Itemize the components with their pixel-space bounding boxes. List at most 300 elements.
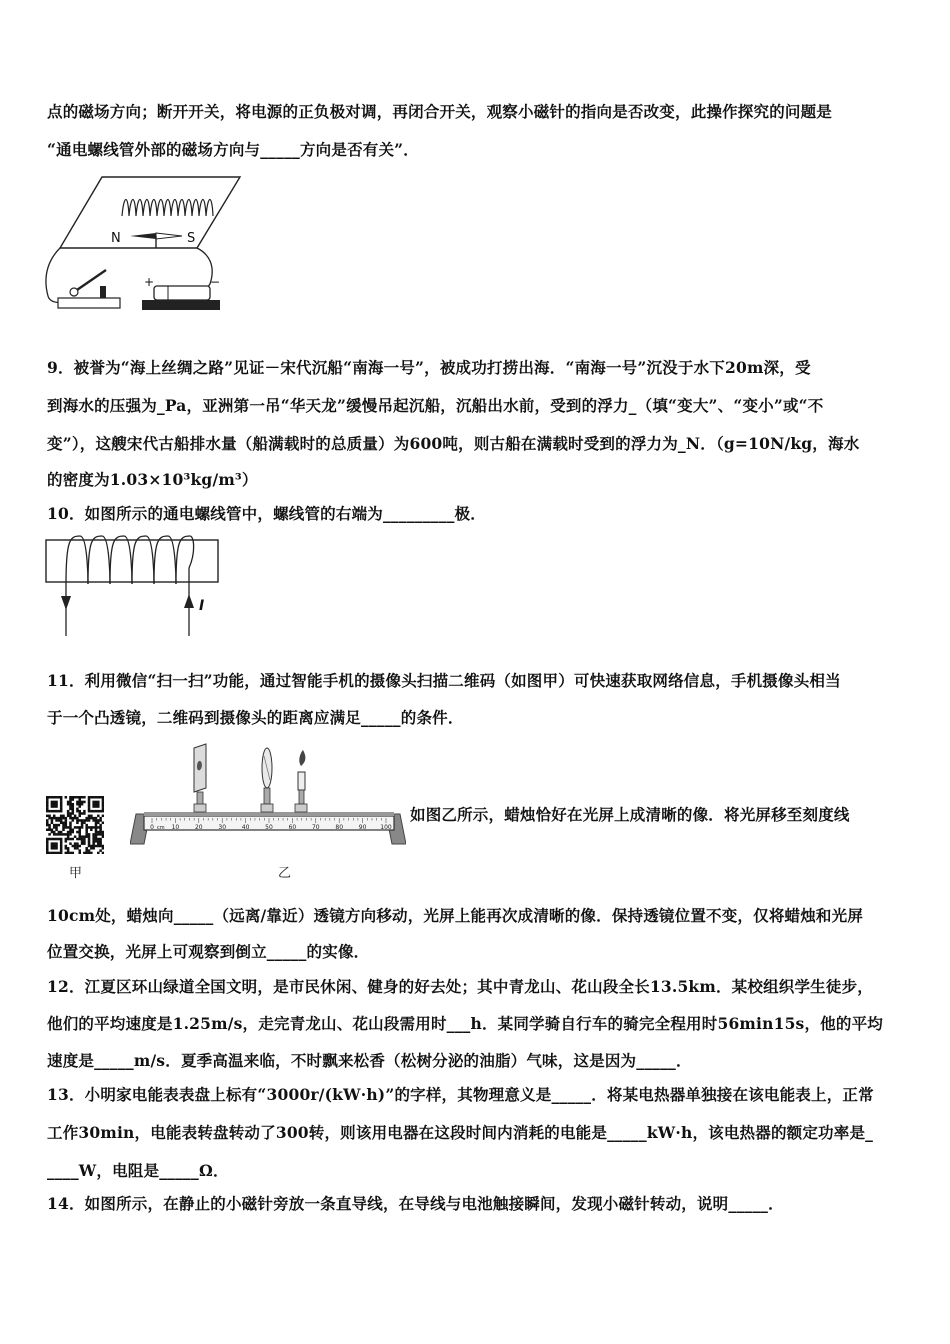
- qr-module: [46, 815, 49, 818]
- qr-module: [90, 815, 93, 818]
- qr-module: [65, 840, 68, 843]
- qr-module: [67, 810, 70, 813]
- qr-module: [72, 838, 75, 841]
- qr-module: [78, 812, 81, 815]
- qr-module: [60, 833, 63, 836]
- qr-module: [72, 852, 75, 854]
- qr-module: [65, 852, 68, 854]
- qr-module: [72, 817, 75, 820]
- qr-module: [46, 845, 49, 848]
- qr-module: [72, 808, 75, 811]
- qr-module: [48, 833, 51, 836]
- qr-module: [102, 833, 104, 836]
- qr-module: [97, 815, 100, 818]
- qr-module: [72, 819, 75, 822]
- text-line-6: 的密度为1.03×10³kg/m³）: [47, 470, 258, 489]
- qr-module: [97, 840, 100, 843]
- qr-module: [85, 824, 88, 827]
- qr-module: [81, 819, 84, 822]
- qr-module: [67, 826, 70, 829]
- qr-module: [48, 796, 51, 799]
- text-line-15: 速度是_____m/s．夏季高温来临，不时飘来松香（松树分泌的油脂）气味，这是因为_____．: [47, 1051, 692, 1070]
- qr-module: [46, 810, 49, 813]
- scale-tick-label: 0: [150, 824, 154, 831]
- qr-module: [78, 796, 81, 799]
- qr-module: [72, 845, 75, 848]
- text-line-13: 12．江夏区环山绿道全国文明，是市民休闲、健身的好去处；其中青龙山、花山段全长13.5km．某校组织学生徒步，: [47, 977, 873, 996]
- qr-module: [102, 796, 104, 799]
- qr-module: [48, 852, 51, 854]
- qr-module: [51, 845, 54, 848]
- qr-module: [92, 845, 95, 848]
- qr-module: [69, 824, 72, 827]
- text-line-18: ____W，电阻是_____Ω．: [47, 1161, 229, 1180]
- qr-module: [46, 798, 49, 801]
- qr-module: [76, 817, 79, 820]
- qr-module: [78, 828, 81, 831]
- qr-module: [46, 849, 49, 852]
- qr-module: [95, 838, 98, 841]
- qr-module: [97, 803, 100, 806]
- qr-module: [99, 849, 102, 852]
- qr-module: [95, 845, 98, 848]
- text-line-17: 工作30min，电能表转盘转动了300转，则该用电器在这段时间内消耗的电能是_____kW·h，该电热器的额定功率是_: [47, 1123, 874, 1142]
- qr-module: [102, 810, 104, 813]
- qr-module: [102, 805, 104, 808]
- qr-module: [53, 796, 56, 799]
- text-line-7: 10．如图所示的通电螺线管中，螺线管的右端为_________极．: [47, 504, 486, 523]
- qr-module: [65, 822, 68, 825]
- switch-base: [58, 298, 120, 308]
- battery-base: [142, 300, 220, 310]
- text-line-10: 如图乙所示，蜡烛恰好在光屏上成清晰的像．将光屏移至刻度线: [410, 805, 850, 824]
- qr-module: [60, 849, 63, 852]
- solenoid-coil-figure: [44, 532, 224, 640]
- qr-module: [88, 826, 91, 829]
- qr-module: [46, 801, 49, 804]
- qr-module: [69, 828, 72, 831]
- qr-module: [65, 819, 68, 822]
- qr-module: [46, 847, 49, 850]
- solenoid-board-figure: [44, 174, 244, 318]
- qr-module: [99, 828, 102, 831]
- battery-minus-label: −: [210, 275, 221, 289]
- qr-module: [95, 826, 98, 829]
- qr-module: [46, 824, 49, 827]
- qr-module: [48, 826, 51, 829]
- qr-module: [99, 826, 102, 829]
- qr-module: [102, 808, 104, 811]
- qr-module: [78, 805, 81, 808]
- qr-module: [48, 817, 51, 820]
- qr-module: [97, 826, 100, 829]
- qr-code-image: [46, 796, 104, 854]
- qr-module: [62, 815, 65, 818]
- qr-module: [74, 817, 77, 820]
- qr-module: [60, 822, 63, 825]
- qr-module: [76, 808, 79, 811]
- qr-module: [95, 801, 98, 804]
- qr-module: [83, 819, 86, 822]
- qr-module: [55, 819, 58, 822]
- qr-module: [46, 819, 49, 822]
- qr-module: [99, 819, 102, 822]
- qr-module: [48, 838, 51, 841]
- qr-module: [60, 815, 63, 818]
- qr-module: [72, 831, 75, 834]
- scale-tick-label: 30: [218, 824, 227, 831]
- qr-module: [46, 822, 49, 825]
- qr-module: [58, 831, 61, 834]
- qr-module: [92, 833, 95, 836]
- qr-module: [85, 826, 88, 829]
- qr-module: [46, 842, 49, 845]
- qr-module: [85, 817, 88, 820]
- qr-module: [92, 796, 95, 799]
- qr-module: [69, 803, 72, 806]
- qr-module: [81, 812, 84, 815]
- qr-module: [67, 801, 70, 804]
- qr-module: [53, 833, 56, 836]
- qr-module: [76, 796, 79, 799]
- qr-module: [55, 810, 58, 813]
- qr-module: [88, 833, 91, 836]
- qr-module: [65, 845, 68, 848]
- qr-module: [97, 838, 100, 841]
- qr-module: [92, 826, 95, 829]
- qr-module: [76, 847, 79, 850]
- qr-module: [62, 833, 65, 836]
- qr-module: [55, 833, 58, 836]
- qr-module: [51, 817, 54, 820]
- s-pole-label: S: [187, 231, 196, 246]
- qr-module: [74, 815, 77, 818]
- qr-module: [76, 810, 79, 813]
- qr-module: [58, 810, 61, 813]
- qr-module: [53, 801, 56, 804]
- qr-module: [102, 815, 104, 818]
- qr-module: [67, 831, 70, 834]
- qr-module: [92, 819, 95, 822]
- qr-module: [95, 828, 98, 831]
- qr-module: [92, 803, 95, 806]
- text-line-11: 10cm处，蜡烛向_____（远离/靠近）透镜方向移动，光屏上能再次成清晰的像．保持透镜位置不变，仅将蜡烛和光屏: [47, 906, 864, 925]
- qr-module: [72, 796, 75, 799]
- arrow-up-icon: [184, 594, 194, 608]
- qr-module: [58, 796, 61, 799]
- text-line-19: 14．如图所示，在静止的小磁针旁放一条直导线，在导线与电池触接瞬间，发现小磁针转动，说明_____．: [47, 1194, 784, 1213]
- qr-module: [46, 838, 49, 841]
- qr-module: [92, 805, 95, 808]
- qr-module: [53, 815, 56, 818]
- current-label: I: [199, 598, 205, 614]
- qr-module: [46, 840, 49, 843]
- qr-module: [53, 805, 56, 808]
- qr-module: [48, 828, 51, 831]
- qr-module: [62, 824, 65, 827]
- qr-module: [88, 817, 91, 820]
- qr-module: [83, 822, 86, 825]
- qr-module: [102, 798, 104, 801]
- qr-module: [69, 801, 72, 804]
- qr-module: [88, 849, 91, 852]
- qr-module: [51, 847, 54, 850]
- battery-icon: [154, 286, 210, 300]
- qr-module: [99, 845, 102, 848]
- qr-module: [51, 819, 54, 822]
- qr-module: [67, 847, 70, 850]
- qr-module: [78, 815, 81, 818]
- qr-module: [53, 803, 56, 806]
- qr-module: [81, 826, 84, 829]
- qr-module: [78, 826, 81, 829]
- qr-module: [81, 840, 84, 843]
- qr-module: [83, 801, 86, 804]
- qr-module: [90, 852, 93, 854]
- qr-module: [51, 803, 54, 806]
- candle-flame-icon: [299, 750, 305, 766]
- qr-module: [76, 842, 79, 845]
- qr-module: [78, 845, 81, 848]
- qr-module: [51, 810, 54, 813]
- qr-module: [90, 828, 93, 831]
- qr-module: [55, 817, 58, 820]
- coil-winding: [122, 200, 213, 217]
- qr-module: [76, 845, 79, 848]
- qr-module: [88, 835, 91, 838]
- qr-module: [58, 817, 61, 820]
- arrow-down-icon: [61, 596, 71, 610]
- qr-module: [60, 796, 63, 799]
- qr-module: [69, 812, 72, 815]
- qr-module: [88, 798, 91, 801]
- qr-module: [48, 810, 51, 813]
- qr-module: [81, 838, 84, 841]
- qr-module: [81, 803, 84, 806]
- qr-module: [74, 842, 77, 845]
- qr-module: [92, 847, 95, 850]
- qr-module: [55, 826, 58, 829]
- qr-module: [95, 796, 98, 799]
- qr-module: [97, 842, 100, 845]
- qr-module: [53, 810, 56, 813]
- qr-module: [60, 838, 63, 841]
- qr-module: [97, 805, 100, 808]
- qr-module: [97, 796, 100, 799]
- qr-module: [95, 803, 98, 806]
- qr-module: [58, 833, 61, 836]
- qr-module: [88, 838, 91, 841]
- text-line-12: 位置交换，光屏上可观察到倒立_____的实像．: [47, 942, 370, 961]
- qr-module: [85, 849, 88, 852]
- text-line-2: “通电螺线管外部的磁场方向与_____方向是否有关”．: [47, 140, 419, 159]
- qr-module: [88, 840, 91, 843]
- text-line-16: 13．小明家电能表表盘上标有“3000r/(kW·h)”的字样，其物理意义是_____．将某电热器单独接在该电能表上，正常: [47, 1085, 874, 1104]
- qr-module: [67, 835, 70, 838]
- qr-module: [97, 819, 100, 822]
- qr-module: [97, 833, 100, 836]
- qr-module: [78, 801, 81, 804]
- qr-module: [60, 817, 63, 820]
- qr-module: [48, 824, 51, 827]
- qr-module: [69, 796, 72, 799]
- qr-module: [92, 842, 95, 845]
- qr-module: [95, 822, 98, 825]
- text-line-4: 到海水的压强为_Pa，亚洲第一吊“华天龙”缓慢吊起沉船，沉船出水前，受到的浮力_（填“变大”、“变小”或“不: [47, 396, 824, 415]
- qr-module: [95, 824, 98, 827]
- qr-module: [46, 852, 49, 854]
- qr-module: [69, 831, 72, 834]
- qr-module: [74, 845, 77, 848]
- qr-module: [88, 801, 91, 804]
- qr-module: [78, 810, 81, 813]
- qr-module: [99, 840, 102, 843]
- qr-module: [90, 826, 93, 829]
- qr-module: [62, 828, 65, 831]
- qr-module: [88, 810, 91, 813]
- qr-module: [102, 852, 104, 854]
- qr-module: [55, 824, 58, 827]
- qr-module: [76, 831, 79, 834]
- qr-module: [46, 803, 49, 806]
- qr-module: [60, 831, 63, 834]
- scale-tick-label: 90: [358, 824, 367, 831]
- qr-module: [53, 845, 56, 848]
- qr-module: [90, 817, 93, 820]
- qr-module: [53, 847, 56, 850]
- qr-module: [99, 838, 102, 841]
- battery-plus-label: +: [144, 275, 155, 289]
- qr-module: [69, 838, 72, 841]
- qr-module: [74, 835, 77, 838]
- qr-module: [69, 842, 72, 845]
- qr-module: [51, 842, 54, 845]
- text-line-1: 点的磁场方向；断开开关，将电源的正负极对调，再闭合开关，观察小磁针的指向是否改变，此操作探究的问题是: [47, 102, 833, 121]
- qr-module: [74, 847, 77, 850]
- qr-module: [76, 801, 79, 804]
- n-pole-label: N: [111, 231, 121, 246]
- qr-module: [53, 838, 56, 841]
- qr-module: [72, 805, 75, 808]
- qr-module: [97, 822, 100, 825]
- qr-module: [55, 801, 58, 804]
- qr-module: [102, 803, 104, 806]
- scale-unit-label: cm: [157, 825, 165, 831]
- qr-module: [88, 815, 91, 818]
- qr-module: [78, 803, 81, 806]
- qr-module: [51, 822, 54, 825]
- qr-module: [46, 808, 49, 811]
- scale-tick-label: 80: [335, 824, 344, 831]
- compass-needle-icon: [130, 233, 156, 239]
- qr-module: [83, 835, 86, 838]
- qr-module: [83, 838, 86, 841]
- qr-module: [88, 842, 91, 845]
- qr-module: [102, 835, 104, 838]
- qr-module: [55, 828, 58, 831]
- qr-module: [65, 824, 68, 827]
- qr-module: [67, 803, 70, 806]
- qr-module: [60, 819, 63, 822]
- qr-module: [90, 796, 93, 799]
- candle-holder: [295, 750, 307, 812]
- qr-module: [88, 819, 91, 822]
- qr-module: [74, 796, 77, 799]
- qr-module: [88, 808, 91, 811]
- qr-module: [102, 801, 104, 804]
- qr-module: [85, 831, 88, 834]
- qr-module: [46, 828, 49, 831]
- lead-wire-left: [46, 248, 74, 303]
- qr-module: [58, 824, 61, 827]
- qr-module: [51, 805, 54, 808]
- qr-module: [99, 833, 102, 836]
- text-line-3: 9．被誉为“海上丝绸之路”见证－宋代沉船“南海一号”，被成功打捞出海．“南海一号”沉没于水下20m深，受: [47, 358, 811, 377]
- qr-module: [102, 831, 104, 834]
- qr-module: [97, 852, 100, 854]
- qr-module: [72, 798, 75, 801]
- qr-module: [102, 845, 104, 848]
- qr-module: [51, 831, 54, 834]
- qr-module: [99, 842, 102, 845]
- text-line-14: 他们的平均速度是1.25m/s，走完青龙山、花山段需用时___h．某同学骑自行车的骑完全程用时56min15s，他的平均: [47, 1014, 883, 1033]
- qr-module: [55, 805, 58, 808]
- qr-module: [81, 796, 84, 799]
- qr-module: [55, 845, 58, 848]
- qr-module: [83, 796, 86, 799]
- qr-module: [60, 845, 63, 848]
- qr-module: [67, 838, 70, 841]
- qr-module: [65, 796, 68, 799]
- qr-module: [99, 824, 102, 827]
- qr-module: [67, 849, 70, 852]
- qr-module: [85, 852, 88, 854]
- screen-holder: [194, 744, 206, 812]
- qr-module: [51, 838, 54, 841]
- qr-module: [53, 826, 56, 829]
- scale-tick-label: 70: [311, 824, 320, 831]
- qr-module: [78, 849, 81, 852]
- qr-module: [69, 798, 72, 801]
- qr-module: [92, 810, 95, 813]
- qr-module: [76, 819, 79, 822]
- qr-module: [78, 798, 81, 801]
- lens-holder: [261, 748, 273, 812]
- qr-module: [53, 842, 56, 845]
- qr-module: [53, 817, 56, 820]
- qr-module: [81, 835, 84, 838]
- qr-module: [78, 835, 81, 838]
- qr-module: [55, 796, 58, 799]
- qr-module: [92, 840, 95, 843]
- qr-module: [83, 842, 86, 845]
- qr-module: [60, 805, 63, 808]
- scale-tick-label: 20: [194, 824, 203, 831]
- qr-module: [60, 803, 63, 806]
- qr-module: [60, 842, 63, 845]
- candle-icon: [298, 772, 305, 790]
- qr-module: [62, 826, 65, 829]
- qr-module: [51, 796, 54, 799]
- qr-module: [67, 833, 70, 836]
- qr-module: [69, 805, 72, 808]
- qr-module: [69, 822, 72, 825]
- qr-module: [69, 815, 72, 818]
- qr-module: [92, 838, 95, 841]
- qr-module: [74, 826, 77, 829]
- qr-module: [88, 805, 91, 808]
- qr-module: [69, 852, 72, 854]
